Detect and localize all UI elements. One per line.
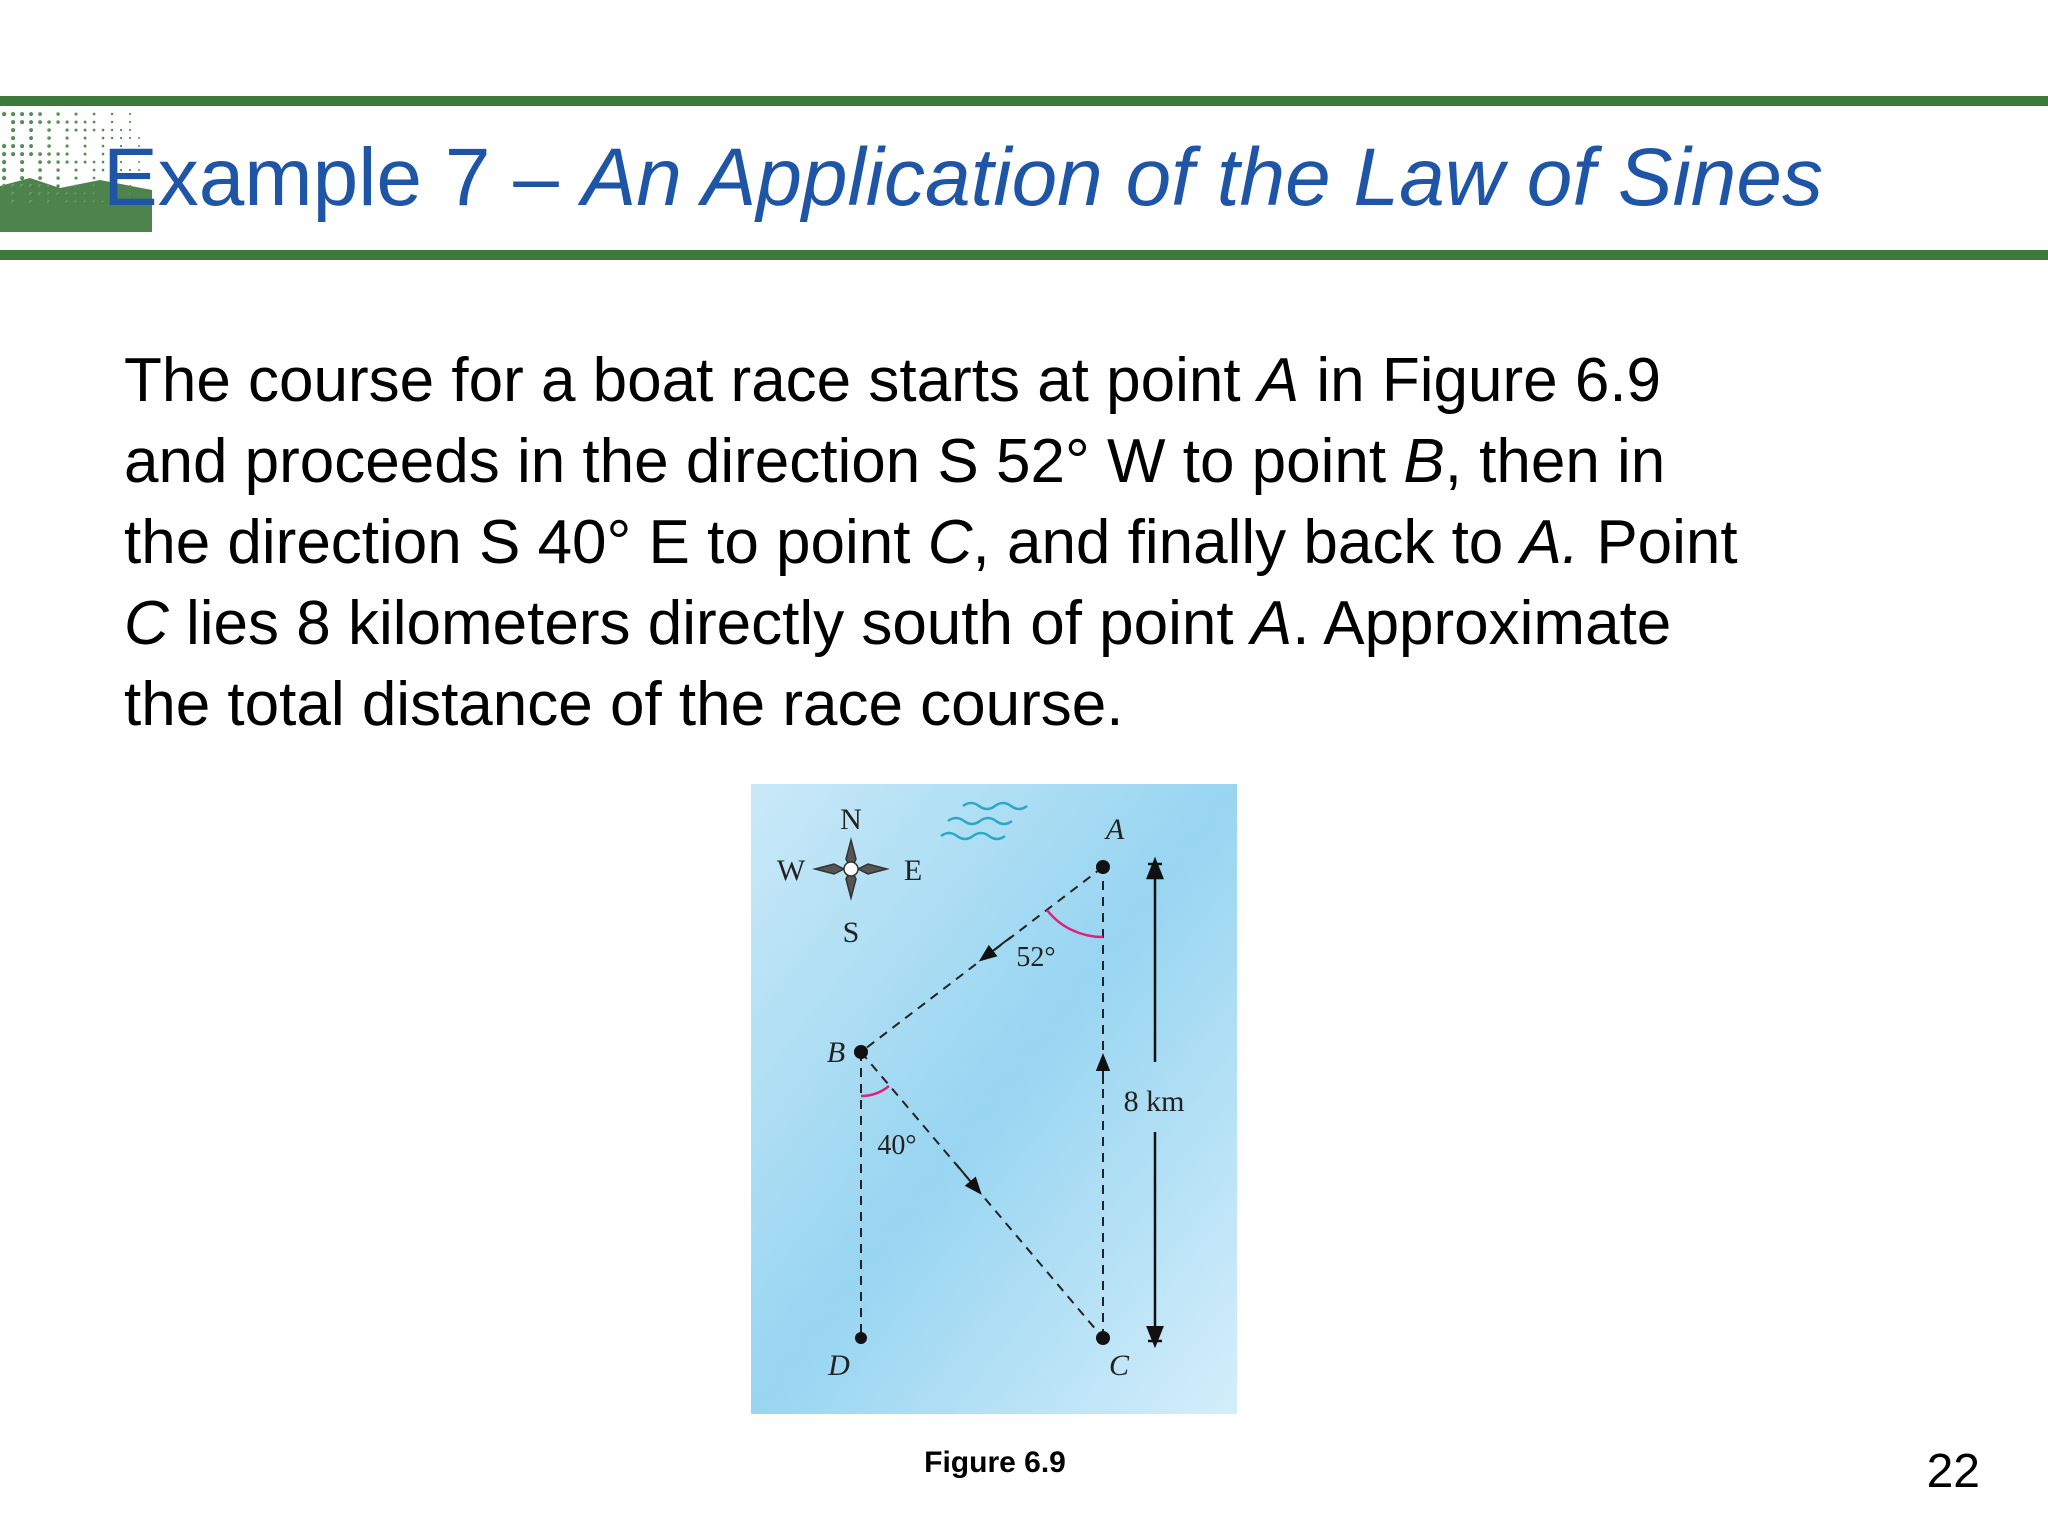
logo-dot xyxy=(2,160,6,164)
logo-dot xyxy=(84,145,87,148)
logo-dot xyxy=(29,120,33,124)
logo-dot xyxy=(111,113,113,115)
logo-dot xyxy=(93,193,96,196)
logo-dot xyxy=(29,184,33,188)
point-reference: C xyxy=(927,508,973,577)
logo-dot xyxy=(20,160,24,164)
logo-dot xyxy=(20,152,24,156)
logo-dot xyxy=(29,112,33,116)
logo-dot xyxy=(84,201,87,204)
compass-south: S xyxy=(842,916,860,949)
page-number: 22 xyxy=(1926,1445,1980,1498)
logo-dot xyxy=(74,168,77,171)
logo-dot xyxy=(56,152,59,155)
logo-dot xyxy=(74,112,77,115)
label-b: B xyxy=(826,1036,846,1069)
logo-dot xyxy=(84,161,87,164)
logo-dot xyxy=(2,168,6,172)
logo-dot xyxy=(38,120,42,124)
logo-dot xyxy=(47,144,51,148)
logo-dot xyxy=(65,152,68,155)
problem-text-segment: , and finally back to xyxy=(972,508,1521,577)
logo-dot xyxy=(84,121,87,124)
point-reference: A xyxy=(1250,589,1293,658)
logo-dot xyxy=(93,177,96,180)
logo-dot xyxy=(38,152,42,156)
logo-dot xyxy=(84,153,87,156)
logo-dot xyxy=(38,160,42,164)
logo-dot xyxy=(2,112,6,116)
logo-dot xyxy=(47,192,51,196)
logo-dot xyxy=(20,144,24,148)
logo-dot xyxy=(20,168,24,172)
point-reference: B xyxy=(1403,427,1445,496)
problem-text-segment: The course for a boat race starts at point xyxy=(124,346,1258,415)
logo-dot xyxy=(29,136,33,140)
logo-dot xyxy=(65,128,68,131)
label-d: D xyxy=(828,1349,850,1382)
logo-dot xyxy=(56,120,59,123)
logo-dot xyxy=(129,113,131,115)
point-d xyxy=(855,1332,867,1344)
problem-text-segment: the total distance of the race course. xyxy=(124,670,1124,739)
logo-dot xyxy=(84,137,87,140)
logo-dot xyxy=(2,152,6,156)
logo-dot xyxy=(65,144,68,147)
logo-dot xyxy=(56,184,59,187)
point-c xyxy=(1096,1331,1110,1345)
logo-dot xyxy=(93,201,96,204)
problem-text-segment: the direction S 40° E to point xyxy=(124,508,928,577)
problem-text-segment: Point xyxy=(1579,508,1738,577)
logo-dot xyxy=(56,112,59,115)
problem-text-segment: , then in xyxy=(1444,427,1666,496)
logo-dot xyxy=(74,192,77,195)
problem-text-segment: in Figure 6.9 xyxy=(1299,346,1662,415)
logo-dot xyxy=(38,112,42,116)
logo-dot xyxy=(74,184,77,187)
logo-dot xyxy=(29,192,33,196)
point-reference: C xyxy=(124,589,169,658)
logo-dot xyxy=(84,193,87,196)
logo-dot xyxy=(47,136,51,140)
logo-dot xyxy=(11,184,15,188)
logo-dot xyxy=(56,176,59,179)
title-main: Example 7 – xyxy=(103,132,582,223)
logo-dot xyxy=(56,168,59,171)
header-rule-bottom xyxy=(0,250,2048,260)
problem-text-segment: . Approximate xyxy=(1292,589,1672,658)
logo-dot xyxy=(65,200,68,203)
logo-dot xyxy=(47,152,51,156)
logo-dot xyxy=(74,176,77,179)
logo-dot xyxy=(11,152,15,156)
logo-dot xyxy=(56,192,59,195)
logo-dot xyxy=(38,168,42,172)
logo-dot xyxy=(65,160,68,163)
logo-dot xyxy=(65,192,68,195)
distance-label: 8 km xyxy=(1123,1085,1185,1118)
angle-a-label: 52° xyxy=(1016,942,1056,973)
logo-dot xyxy=(29,200,33,204)
logo-dot xyxy=(74,200,77,203)
problem-text xyxy=(124,340,2004,745)
figure-caption: Figure 6.9 xyxy=(924,1446,1066,1479)
logo-dot xyxy=(11,112,15,116)
compass-north: N xyxy=(840,803,862,836)
logo-dot xyxy=(38,184,42,188)
logo-dot xyxy=(129,121,131,123)
logo-dot xyxy=(47,128,51,132)
logo-dot xyxy=(2,144,6,148)
logo-dot xyxy=(11,136,15,140)
logo-dot xyxy=(29,144,33,148)
logo-dot xyxy=(47,200,51,204)
logo-dot xyxy=(20,112,24,116)
title-subtitle: An Application of the Law of Sines xyxy=(581,132,1824,223)
logo-dot xyxy=(11,128,15,132)
point-reference: A xyxy=(1257,346,1300,415)
logo-dot xyxy=(11,192,15,196)
problem-text-segment: and proceeds in the direction S 52° W to point xyxy=(124,427,1404,496)
logo-dot xyxy=(47,184,51,188)
logo-dot xyxy=(111,121,113,123)
logo-dot xyxy=(56,160,59,163)
logo-dot xyxy=(2,176,6,180)
logo-dot xyxy=(74,160,77,163)
point-reference: A. xyxy=(1520,508,1580,577)
logo-dot xyxy=(93,161,96,164)
logo-dot xyxy=(65,120,68,123)
logo-dot xyxy=(29,152,33,156)
point-b xyxy=(854,1045,868,1059)
logo-dot xyxy=(93,121,96,124)
logo-dot xyxy=(93,185,96,188)
logo-dot xyxy=(2,184,6,188)
logo-dot xyxy=(47,160,51,164)
logo-dot xyxy=(11,144,15,148)
logo-dot xyxy=(93,169,96,172)
figure-6-9 xyxy=(751,784,1237,1414)
logo-dot xyxy=(11,120,15,124)
logo-dot xyxy=(29,128,33,132)
logo-dot xyxy=(38,176,42,180)
logo-dot xyxy=(74,128,77,131)
angle-b-label: 40° xyxy=(877,1130,917,1161)
logo-dot xyxy=(20,184,24,188)
point-a xyxy=(1096,860,1110,874)
logo-dot xyxy=(84,129,87,132)
logo-dot xyxy=(93,129,96,132)
label-c: C xyxy=(1108,1349,1130,1382)
logo-dot xyxy=(20,120,24,124)
header-rule-top xyxy=(0,96,2048,106)
logo-dot xyxy=(65,136,68,139)
logo-dot xyxy=(47,120,51,124)
logo-dot xyxy=(38,192,42,196)
logo-dot xyxy=(74,120,77,123)
logo-dot xyxy=(20,176,24,180)
slide-title xyxy=(103,128,1823,228)
compass-east: E xyxy=(903,854,923,887)
logo-dot xyxy=(11,200,15,204)
problem-text-segment: lies 8 kilometers directly south of point xyxy=(168,589,1251,658)
compass-west: W xyxy=(776,854,806,887)
label-a: A xyxy=(1105,813,1125,846)
logo-dot xyxy=(93,113,96,116)
